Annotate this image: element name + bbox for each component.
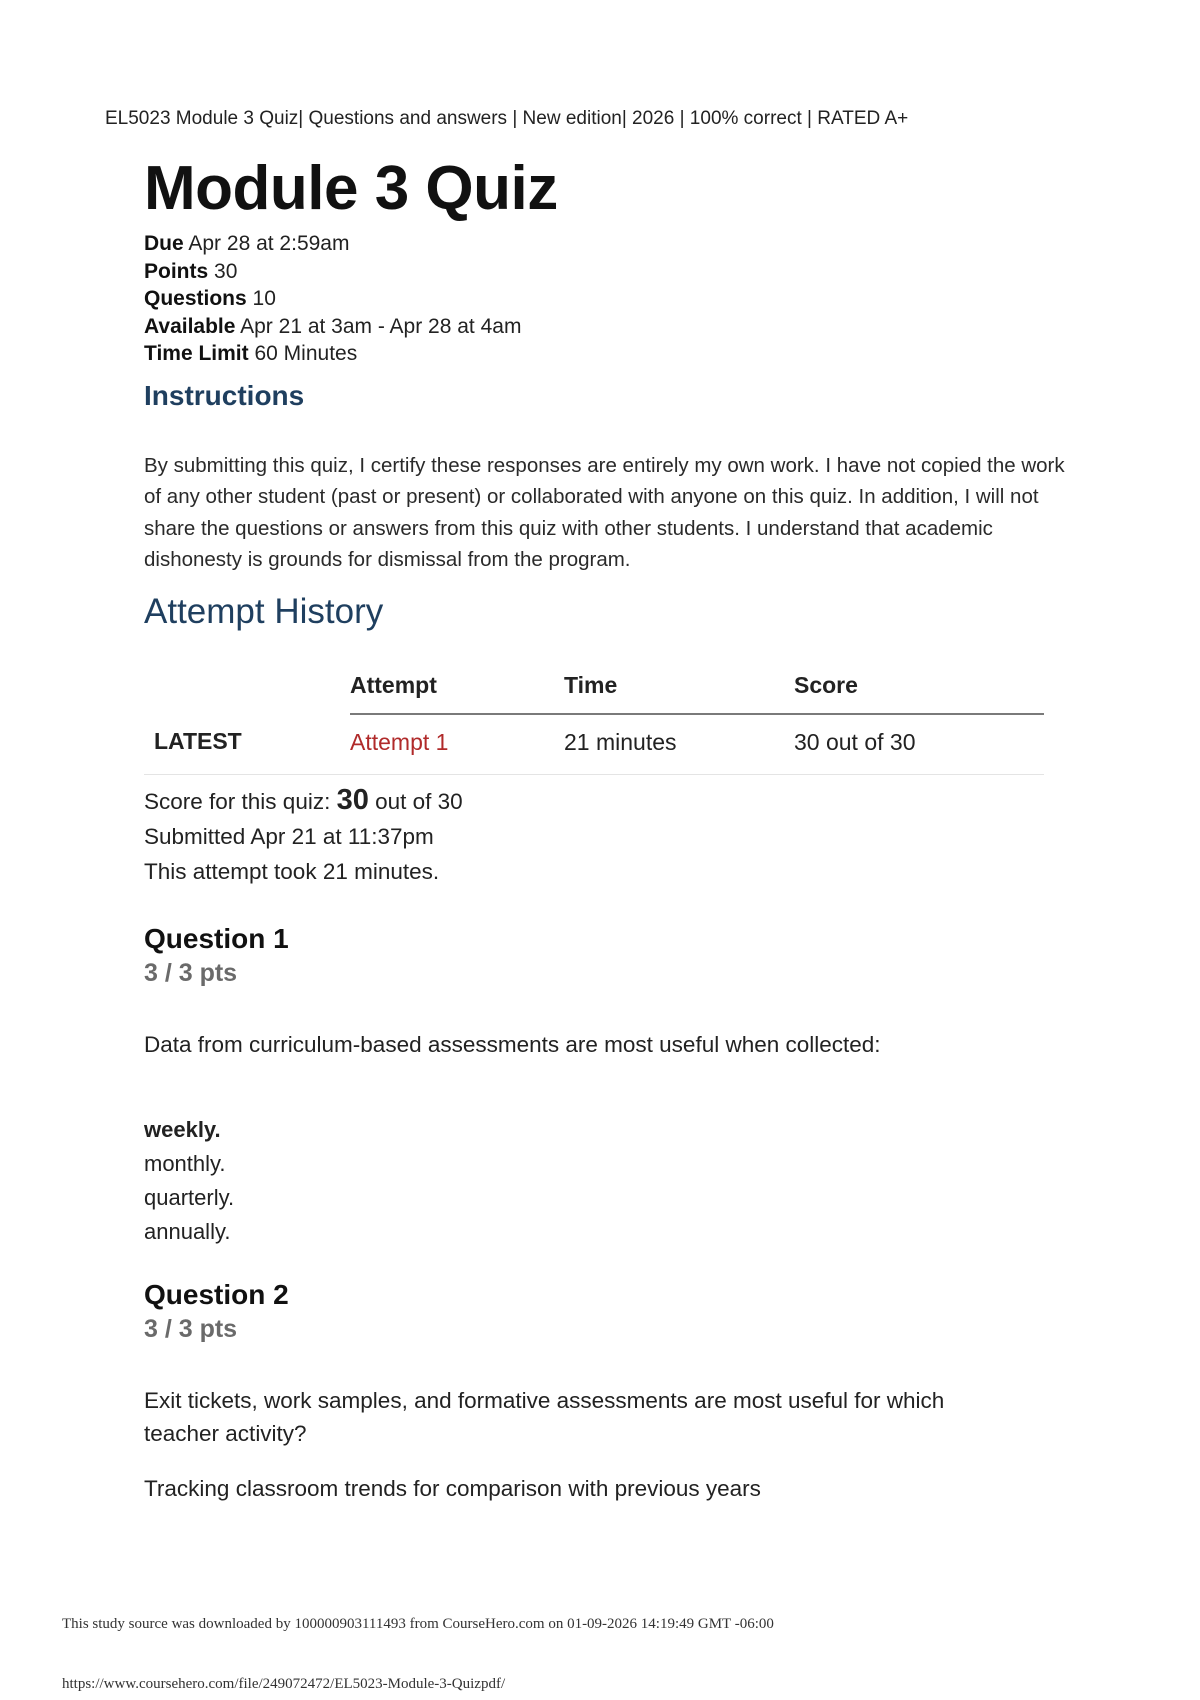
- meta-value: Apr 28 at 2:59am: [188, 232, 350, 255]
- meta-questions: [144, 285, 1074, 313]
- duration-line: This attempt took 21 minutes.: [144, 858, 440, 884]
- meta-points: [144, 258, 1074, 286]
- document-header: EL5023 Module 3 Quiz| Questions and answers | New edition| 2026 | 100% correct | RATED A+: [105, 108, 909, 129]
- score-value: 30: [336, 783, 369, 816]
- instructions-heading: Instructions: [144, 379, 305, 411]
- meta-time-limit: [144, 340, 1074, 368]
- question-text: Data from curriculum-based assessments are most useful when collected:: [144, 1031, 881, 1057]
- latest-label: LATEST: [144, 714, 350, 775]
- score-line: [144, 783, 1074, 819]
- page-title: Module 3 Quiz: [144, 154, 558, 223]
- question-points: 3 / 3 pts: [144, 958, 238, 987]
- answer-option: Tracking classroom trends for comparison with previous years: [144, 1475, 761, 1501]
- score-summary: [144, 783, 1074, 889]
- score-suffix: out of 30: [368, 788, 463, 814]
- meta-label: Questions: [144, 287, 247, 310]
- question-text: Exit tickets, work samples, and formative assessments are most useful for which teacher activity?: [144, 1387, 945, 1446]
- meta-label: Points: [144, 259, 209, 283]
- quiz-meta: [144, 230, 1074, 368]
- download-notice: This study source was downloaded by 100000903111493 from CourseHero.com on 01-09-2026 14:19:49 GMT -06:00: [62, 1616, 774, 1632]
- submitted-line: Submitted Apr 21 at 11:37pm: [144, 823, 434, 849]
- instructions-text: By submitting this quiz, I certify these responses are entirely my own work. I have not copied the work of any other student (past or present) or collaborated with anyone on this quiz. In addition, I will not share the questions or answers from this quiz with other students. I understand that academic dishonesty is grounds for dismissal from the program.: [144, 453, 1065, 571]
- answer-list: [144, 1113, 1074, 1249]
- column-header-attempt: Attempt: [350, 664, 564, 714]
- meta-label: Due: [144, 232, 184, 255]
- meta-value: 10: [252, 287, 276, 310]
- table-row: [144, 714, 1044, 775]
- meta-value: 30: [214, 259, 238, 283]
- question-points: 3 / 3 pts: [144, 1314, 238, 1343]
- meta-label: Available: [144, 314, 236, 338]
- source-url: https://www.coursehero.com/file/249072472/EL5023-Module-3-Quizpdf/: [62, 1676, 506, 1692]
- attempt-cell: [350, 714, 564, 775]
- attempt-history-table: [144, 664, 1044, 775]
- score-cell: 30 out of 30: [794, 714, 1044, 775]
- answer-option-correct: weekly.: [144, 1116, 221, 1142]
- meta-value: 60 Minutes: [254, 342, 358, 365]
- score-prefix: Score for this quiz:: [144, 788, 337, 814]
- question-title: Question 1: [144, 922, 289, 954]
- answer-option: quarterly.: [144, 1184, 235, 1210]
- table-header-row: [144, 664, 1044, 714]
- meta-value: Apr 21 at 3am - Apr 28 at 4am: [240, 314, 522, 338]
- meta-available: [144, 313, 1074, 341]
- quiz-content: [144, 154, 1074, 1502]
- meta-label: Time Limit: [144, 342, 249, 365]
- answer-option: annually.: [144, 1218, 231, 1244]
- column-header-time: Time: [564, 664, 794, 714]
- question-1: [144, 923, 1074, 1249]
- answer-option: monthly.: [144, 1150, 226, 1176]
- table-header-blank: [144, 664, 350, 714]
- attempt-history-heading: Attempt History: [144, 591, 384, 631]
- meta-due: [144, 230, 1074, 258]
- column-header-score: Score: [794, 664, 1044, 714]
- time-cell: 21 minutes: [564, 714, 794, 775]
- question-2: [144, 1279, 1074, 1502]
- attempt-link[interactable]: Attempt 1: [350, 728, 449, 755]
- question-title: Question 2: [144, 1278, 289, 1310]
